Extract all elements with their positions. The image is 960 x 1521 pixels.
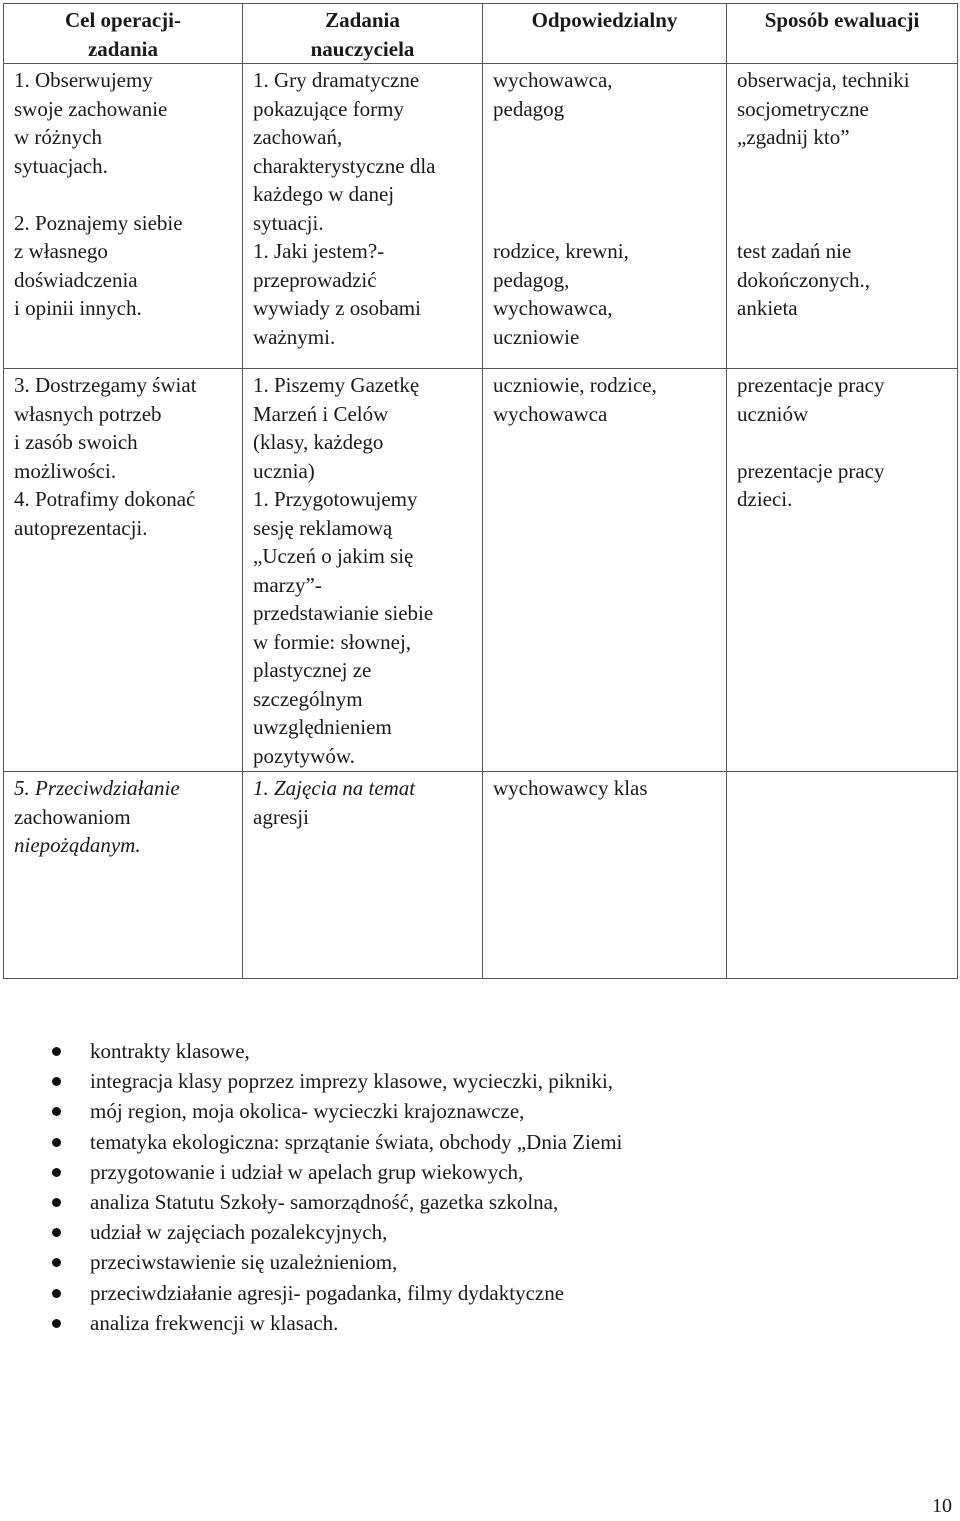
bullet-icon <box>52 1047 61 1056</box>
bullet-icon <box>52 1228 61 1237</box>
responsible-cell: wychowawcy klas <box>483 772 727 979</box>
bullet-icon <box>52 1258 61 1267</box>
table-header-row <box>4 4 958 64</box>
list-item: przygotowanie i udział w apelach grup wiekowych, <box>0 1157 960 1187</box>
responsible-cell: uczniowie, rodzice, wychowawca <box>483 369 727 772</box>
page-number: 10 <box>932 1495 952 1517</box>
bullet-icon <box>52 1168 61 1177</box>
header-responsible: Odpowiedzialny <box>483 4 727 64</box>
list-item: integracja klasy poprzez imprezy klasowe, wycieczki, pikniki, <box>0 1066 960 1096</box>
list-item: udział w zajęciach pozalekcyjnych, <box>0 1217 960 1247</box>
bullet-icon <box>52 1138 61 1147</box>
tasks-cell: 1. Gry dramatyczne pokazujące formy zachowań, charakterystyczne dla każdego w danej sytuacji. 1. Jaki jestem?- przeprowadzić wywiady z osobami ważnymi. <box>243 64 483 369</box>
list-item: przeciwdziałanie agresji- pogadanka, filmy dydaktyczne <box>0 1278 960 1308</box>
bullet-icon <box>52 1107 61 1116</box>
goal-cell: 5. Przeciwdziałanie zachowaniom niepożądanym. <box>4 772 243 979</box>
table-row <box>4 64 958 369</box>
list-item: przeciwstawienie się uzależnieniom, <box>0 1247 960 1277</box>
bullet-icon <box>52 1289 61 1298</box>
goal-cell: 3. Dostrzegamy świat własnych potrzeb i zasób swoich możliwości. 4. Potrafimy dokonać autoprezentacji. <box>4 369 243 772</box>
table-row <box>4 772 958 979</box>
goal-cell: 1. Obserwujemy swoje zachowanie w różnych sytuacjach. 2. Poznajemy siebie z własnego doświadczenia i opinii innych. <box>4 64 243 369</box>
header-goal: Cel operacji- zadania <box>4 4 243 64</box>
list-item: tematyka ekologiczna: sprzątanie świata, obchody „Dnia Ziemi <box>0 1127 960 1157</box>
header-tasks: Zadania nauczyciela <box>243 4 483 64</box>
activities-list <box>0 1036 960 1338</box>
evaluation-cell <box>727 772 958 979</box>
plan-table <box>3 3 958 979</box>
tasks-cell: 1. Zajęcia na temat agresji <box>243 772 483 979</box>
list-item: mój region, moja okolica- wycieczki krajoznawcze, <box>0 1096 960 1126</box>
responsible-cell: wychowawca, pedagog rodzice, krewni, pedagog, wychowawca, uczniowie <box>483 64 727 369</box>
bullet-icon <box>52 1198 61 1207</box>
table-row <box>4 369 958 772</box>
evaluation-cell: obserwacja, techniki socjometryczne „zgadnij kto” test zadań nie dokończonych., ankieta <box>727 64 958 369</box>
header-evaluation: Sposób ewaluacji <box>727 4 958 64</box>
list-item: kontrakty klasowe, <box>0 1036 960 1066</box>
bullet-icon <box>52 1077 61 1086</box>
tasks-cell: 1. Piszemy Gazetkę Marzeń i Celów (klasy, każdego ucznia) 1. Przygotowujemy sesję reklamową „Uczeń o jakim się marzy”- przedstawianie siebie w formie: słownej, plastycznej ze szczególnym uwzględnieniem pozytywów. <box>243 369 483 772</box>
bullet-icon <box>52 1319 61 1328</box>
evaluation-cell: prezentacje pracy uczniów prezentacje pracy dzieci. <box>727 369 958 772</box>
list-item: analiza frekwencji w klasach. <box>0 1308 960 1338</box>
list-item: analiza Statutu Szkoły- samorządność, gazetka szkolna, <box>0 1187 960 1217</box>
